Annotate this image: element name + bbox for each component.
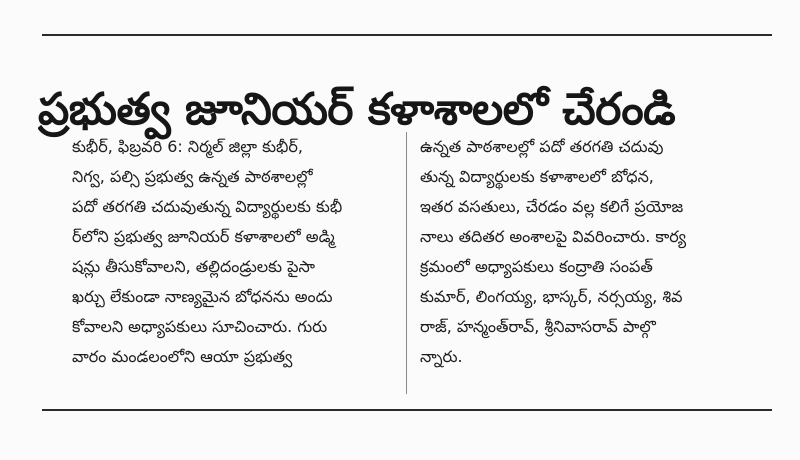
article-left-column: [72, 132, 394, 372]
article-text-line: ఇతర వసతులు, చేరడం వల్ల కలిగే ప్రయోజ: [420, 197, 684, 216]
article-headline: ప్రభుత్వ జూనియర్ కళాశాలలో చేరండి: [38, 84, 676, 136]
article-right-column: [420, 132, 772, 372]
article-text-line: కుమార్, లింగయ్య, భాస్కర్, నర్సయ్య, శివ: [420, 287, 683, 306]
article-text-line: కోవాలని అధ్యాపకులు సూచించారు. గురు: [72, 317, 328, 336]
article-text-line: నిగ్వ, పల్సి ప్రభుత్వ ఉన్నత పాఠశాలల్లో: [72, 167, 313, 186]
article-text-line: వారం మండలంలోని ఆయా ప్రభుత్వ: [72, 347, 293, 366]
article-text-line: ర్‌లోని ప్రభుత్వ జూనియర్ కళాశాలలో అడ్మి: [72, 227, 335, 246]
column-divider: [406, 132, 407, 394]
article-text-line: ఉన్నత పాఠశాలల్లో పదో తరగతి చదువు: [420, 137, 664, 156]
article-text-line: నాలు తదితర అంశాలపై వివరించారు. కార్య: [420, 227, 687, 246]
article-bottom-rule: [42, 409, 772, 411]
previous-article-fragment: [30, 0, 770, 12]
next-article-fragment: [86, 420, 776, 460]
article-text-line: తున్న విద్యార్థులకు కళాశాలలో బోధన,: [420, 167, 654, 186]
article-text-line: రాజ్, హన్మంత్‌రావ్, శ్రీనివాసరావ్ పాల్గొ: [420, 317, 656, 336]
article-top-rule: [42, 34, 772, 36]
article-text-line: ఖర్చు లేకుండా నాణ్యమైన బోధనను అందు: [72, 287, 333, 306]
article-text-line: క్రమంలో అధ్యాపకులు కంద్రాతి సంపత్: [420, 257, 653, 276]
article-text-line: న్నారు.: [420, 347, 463, 366]
article-text-line: కుభీర్, ఫిబ్రవరి 6: నిర్మల్ జిల్లా కుభీర్,: [72, 137, 303, 156]
article-text-line: పదో తరగతి చదువుతున్న విద్యార్థులకు కుభీ: [72, 197, 343, 216]
article-text-line: షన్లు తీసుకోవాలని, తల్లిదండ్రులకు పైసా: [72, 257, 315, 276]
